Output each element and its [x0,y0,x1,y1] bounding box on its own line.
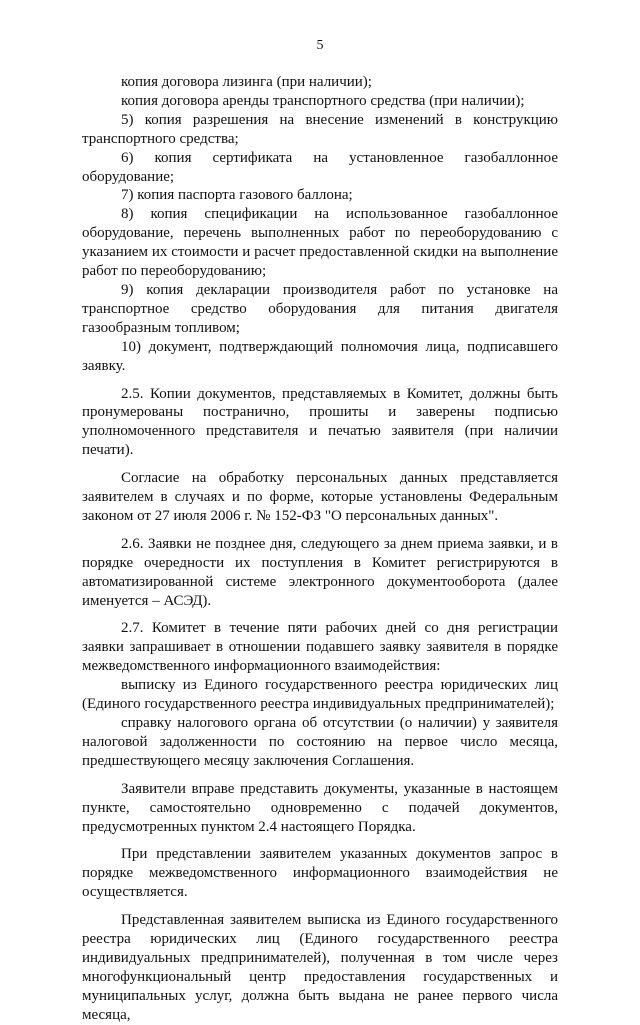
paragraph: 7) копия паспорта газового баллона; [121,187,353,204]
paragraph: 6) копия сертификата на установленное газобаллонное оборудование; [82,149,558,185]
page-number: 5 [316,38,324,53]
paragraph: При представлении заявителем указанных документов запрос в порядке межведомственного информационного взаимодействия не осуществляется. [82,846,558,901]
paragraph: 2.6. Заявки не позднее дня, следующего за днем приема заявки, и в порядке очередности их поступления в Комитет регистрируются в автоматизированной системе электронного документооборота (далее именуется – АСЭД). [82,535,558,609]
paragraph: копия договора аренды транспортного средства (при наличии); [121,92,525,109]
paragraph: выписку из Единого государственного реестра юридических лиц (Единого государственного реестра индивидуальных предпринимателей); [82,677,558,713]
paragraph: 9) копия декларации производителя работ по установке на транспортное средство оборудования для питания двигателя газообразным топливом; [82,281,558,336]
document-body [82,73,558,1025]
paragraph: 2.5. Копии документов, представляемых в Комитет, должны быть пронумерованы постранично, прошиты и заверены подписью уполномоченного представителя и печатью заявителя (при наличии печати). [82,385,558,459]
paragraph: Представленная заявителем выписка из Единого государственного реестра юридических лиц (Единого государственного реестра индивидуальных предпринимателей), полученная в том числе через многофункциональный центр предоставления государственных и муниципальных услуг, должна быть выдана не ранее первого числа месяца, [82,912,558,1023]
paragraph: 10) документ, подтверждающий полномочия лица, подписавшего заявку. [82,338,558,374]
paragraph: 2.7. Комитет в течение пяти рабочих дней со дня регистрации заявки запрашивает в отношении подавшего заявку заявителя в порядке межведомственного информационного взаимодействия: [82,620,558,675]
paragraph: Заявители вправе представить документы, указанные в настоящем пункте, самостоятельно одновременно с подачей документов, предусмотренных пунктом 2.4 настоящего Порядка. [82,780,558,835]
paragraph: копия договора лизинга (при наличии); [121,74,372,90]
paragraph: 5) копия разрешения на внесение изменений в конструкцию транспортного средства; [82,111,558,147]
paragraph: справку налогового органа об отсутствии (о наличии) у заявителя налоговой задолженности по состоянию на первое число месяца, предшествующего месяцу заключения Соглашения. [82,715,558,769]
paragraph: Согласие на обработку персональных данных представляется заявителем в случаях и по форме, которые установлены Федеральным законом от 27 июля 2006 г. № 152-ФЗ "О персональных данных". [82,470,558,524]
paragraph: 8) копия спецификации на использованное газобаллонное оборудование, перечень выполненных работ по переоборудованию с указанием их стоимости и расчет предоставленной скидки на выполнение работ по переоборудованию; [82,206,558,280]
